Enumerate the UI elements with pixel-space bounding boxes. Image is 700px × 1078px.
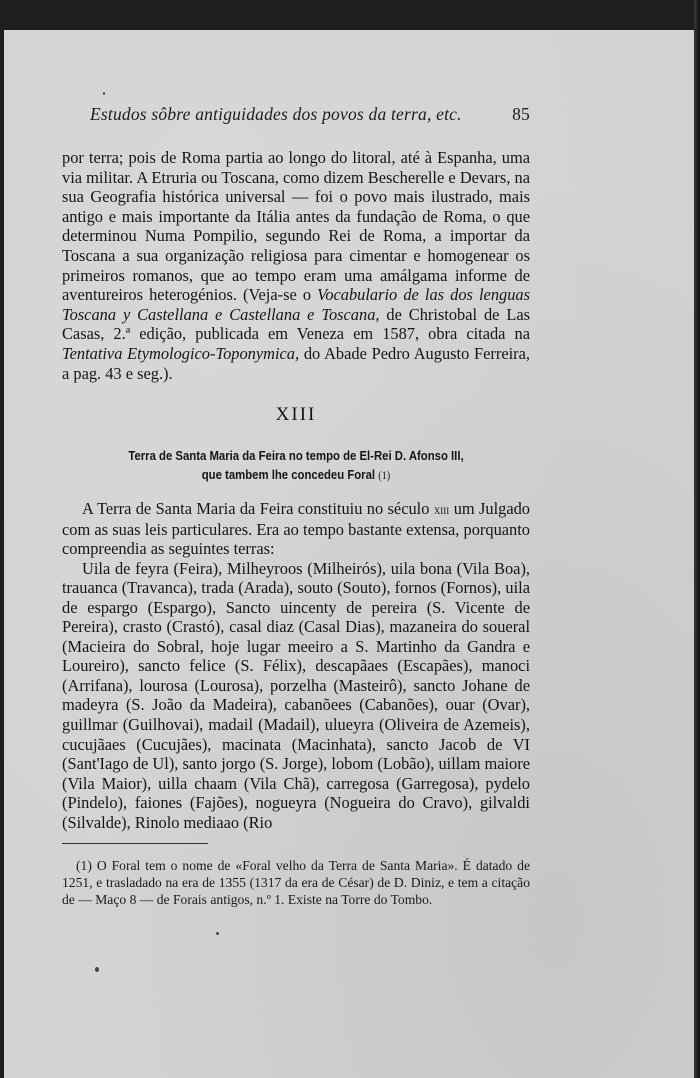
paragraph-etruria xyxy=(62,148,530,383)
paragraph-julgado xyxy=(62,499,530,559)
running-header xyxy=(90,104,530,130)
text-run: A Terra de Santa Maria da Feira constituiu no século xyxy=(82,499,434,518)
footnote xyxy=(62,857,530,908)
page-edge-shadow xyxy=(694,0,700,1078)
section-body xyxy=(62,499,530,832)
text-run: de Christobal de Las Casas, 2.ª edição, publicada em Veneza em 1587, obra citada na xyxy=(62,304,530,344)
paper-speck xyxy=(103,92,105,95)
footnote-divider xyxy=(62,843,208,844)
paragraph-place-list: Uila de feyra (Feira), Milheyroos (Milheirós), uila bona (Vila Boa), trauanca (Travanca), trada (Arada), souto (Souto), fornos (Fornos), uila de espargo (Espargo), Sancto uincenty de pereira (S. Vicente de Pereira), crasto (Crastó), casal diaz (Casal Dias), mazaneira do soueral (Macieira do Sobral, hoje lugar meeiro a S. Martinho da Gandra e Loureiro), sancto felice (S. Félix), descapãaes (Escapães), manoci (Arrifana), lourosa (Lourosa), porzelha (Masteirô), sancto Johane de madeyra (S. João da Madeira), cabanõees (Cabanões), ouar (Ovar), guillmar (Guilhovai), madail (Madail), ulueyra (Oliveira de Azemeis), cucujãaes (Cucujães), macinata (Macinhata), sancto Jacob de VI (Sant'Iago de Ul), santo jorgo (S. Jorge), lobom (Lobão), uillam maiore (Vila Maior), uilla chaam (Vila Chã), carregosa (Garregosa), pydelo (Pindelo), faiones (Fajões), nogueyra (Nogueira do Cravo), gilvaldi (Silvalde), Rinolo mediaao (Rio xyxy=(62,558,530,832)
running-head-title: Estudos sôbre antiguidades dos povos da terra, etc. xyxy=(90,104,462,124)
footnote-reference[interactable]: (1) xyxy=(378,468,391,482)
section-number: XIII xyxy=(275,404,317,425)
footnote-text: (1) O Foral tem o nome de «Foral velho da Terra de Santa Maria». É datado de 1251, e trasladado na era de 1355 (1317 da era de César) de D. Diniz, e tem a citação de — Maço 8 — de Forais antigos, n.º 1. Existe na Torre do Tombo. xyxy=(62,858,530,907)
page-number: 85 xyxy=(512,104,530,124)
section-title xyxy=(95,446,497,485)
paragraph-etruria-text xyxy=(62,148,530,383)
italic-citation: Tentativa Etymologico-Toponymica, xyxy=(62,343,300,363)
section-title-text: que tambem lhe concedeu Foral xyxy=(201,467,376,482)
text-run: do Abade Pedro Augusto Ferreira, a pag. 43 e seg.). xyxy=(62,343,530,383)
text-run: por terra; pois de Roma partia ao longo do litoral, até à Espanha, uma via militar. A Etruria ou Toscana, como dizem Bescherelle e Devars, na sua Geografia histórica universal — foi o povo mais ilustrado, mais antigo e mais importante da Itália antes da fundação de Roma, o que determinou Numa Pompilio, segundo Rei de Roma, a importar da Toscana a sua organização religiosa para cimentar e homogenear os primeiros romanos, que ao tempo eram uma amálgama informe de aventureiros heterogénios. (Veja-se o xyxy=(62,148,530,305)
century-numeral: xiii xyxy=(433,502,450,517)
text-run: um Julgado com as suas leis particulares. Era ao tempo bastante extensa, porquanto compreendia as seguintes terras: xyxy=(62,499,530,559)
italic-citation: Vocabulario de las dos lenguas Toscana y Castellana e Castellana e Toscana, xyxy=(62,285,530,324)
section-title-line-2 xyxy=(95,465,497,485)
paper-speck xyxy=(95,967,99,972)
paper-speck xyxy=(216,932,219,935)
section-title-line-1: Terra de Santa Maria da Feira no tempo de El-Rei D. Afonso III, xyxy=(128,448,464,463)
